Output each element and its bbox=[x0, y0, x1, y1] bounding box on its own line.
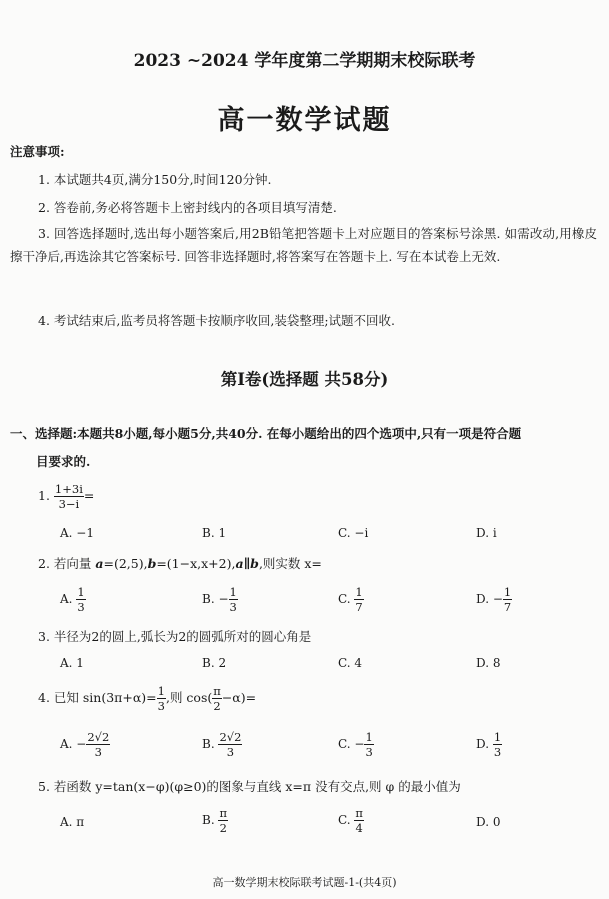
q3-option-b: B. 2 bbox=[202, 656, 227, 670]
q1-option-b: B. 1 bbox=[202, 526, 227, 540]
question-4 bbox=[38, 684, 256, 713]
q5-b-label: B. bbox=[202, 813, 215, 827]
part1-heading-cont: 目要求的. bbox=[36, 454, 91, 469]
q4-d-den: 3 bbox=[493, 745, 502, 759]
q3-option-a: A. 1 bbox=[60, 656, 84, 670]
q2-vector-b-value: =(1−x,x+2), bbox=[156, 556, 236, 571]
q1-option-c: C. −i bbox=[338, 526, 369, 540]
q1-num: 1+3i bbox=[54, 482, 83, 496]
q2-c-fraction bbox=[354, 585, 363, 614]
exam-title: 2023 ~2024 学年度第二学期期末校际联考 bbox=[133, 51, 476, 71]
q5-option-a: A. π bbox=[60, 815, 85, 829]
q2-vector-a-value: =(2,5), bbox=[103, 556, 148, 571]
q5-option-c bbox=[338, 806, 364, 835]
q5-b-den: 2 bbox=[219, 821, 227, 835]
q3-option-c: C. 4 bbox=[338, 656, 363, 670]
q2-stem-end: ,则实数 x= bbox=[258, 556, 322, 571]
notice-heading: 注意事项: bbox=[10, 144, 65, 159]
q2-vector-a: a bbox=[95, 556, 104, 571]
q4-b-label: B. bbox=[202, 737, 215, 751]
q4-b-num: 2√2 bbox=[219, 730, 242, 744]
q3-option-d: D. 8 bbox=[476, 656, 501, 670]
q4-a-label: A. − bbox=[60, 737, 87, 751]
q2-a-label: A. bbox=[60, 592, 73, 606]
q4-option-d bbox=[476, 730, 502, 759]
notice-item-1: 1. 本试题共4页,满分150分,时间120分钟. bbox=[38, 172, 272, 187]
q4-stem-c: −α)= bbox=[221, 690, 257, 705]
q1-fraction bbox=[54, 482, 84, 511]
q2-d-label: D. − bbox=[476, 592, 503, 606]
q2-a-fraction bbox=[76, 585, 85, 614]
q2-option-b bbox=[202, 585, 238, 614]
q4-stem-a: 4. 已知 sin(3π+α)= bbox=[38, 690, 157, 705]
q2-option-a bbox=[60, 585, 86, 614]
q5-b-fraction bbox=[218, 806, 228, 835]
q4-sin-num: 1 bbox=[157, 684, 165, 698]
question-5: 5. 若函数 y=tan(x−φ)(φ≥0)的图象与直线 x=π 没有交点,则 φ 的最小值为 bbox=[38, 779, 461, 794]
q4-a-fraction bbox=[86, 730, 110, 759]
q1-equals: = bbox=[83, 488, 95, 503]
q4-d-fraction bbox=[493, 730, 502, 759]
q4-a-den: 3 bbox=[94, 745, 102, 759]
q1-option-d: D. i bbox=[476, 526, 497, 540]
q4-c-num: 1 bbox=[365, 730, 373, 744]
q5-c-den: 4 bbox=[355, 821, 363, 835]
notice-item-3: 3. 回答选择题时,选出每小题答案后,用2B铅笔把答题卡上对应题目的答案标号涂黑. 如需改动,用橡皮擦干净后,再选涂其它答案标号. 回答非选择题时,将答案写在答题卡上. 写在本试卷上无效. bbox=[10, 226, 597, 264]
q4-sin-fraction bbox=[157, 684, 166, 713]
q2-d-num: 1 bbox=[503, 585, 512, 599]
q5-c-num: π bbox=[355, 806, 363, 820]
q2-parallel: a∥b bbox=[235, 556, 259, 571]
notice-item-4: 4. 考试结束后,监考员将答题卡按顺序收回,装袋整理;试题不回收. bbox=[38, 313, 396, 328]
section-title: 第Ⅰ卷(选择题 共58分) bbox=[220, 370, 389, 389]
q5-option-b bbox=[202, 806, 228, 835]
part1-heading: 一、选择题:本题共8小题,每小题5分,共40分. 在每小题给出的四个选项中,只有一项是符合题 bbox=[10, 426, 522, 441]
q1-den: 3−i bbox=[58, 497, 80, 511]
q2-stem: 2. 若向量 bbox=[38, 556, 96, 571]
q4-cos-fraction bbox=[212, 684, 222, 713]
q2-b-fraction bbox=[229, 585, 238, 614]
notice-item-2: 2. 答卷前,务必将答题卡上密封线内的各项目填写清楚. bbox=[38, 200, 337, 215]
q2-d-den: 7 bbox=[503, 600, 512, 614]
page-title: 高一数学试题 bbox=[217, 105, 392, 136]
question-1 bbox=[38, 482, 94, 511]
q4-option-a bbox=[60, 730, 110, 759]
q5-c-label: C. bbox=[338, 813, 351, 827]
q1-number: 1. bbox=[38, 488, 50, 503]
q1-option-a: A. −1 bbox=[60, 526, 94, 540]
q2-a-num: 1 bbox=[77, 585, 85, 599]
q2-a-den: 3 bbox=[77, 600, 85, 614]
q4-sin-den: 3 bbox=[157, 699, 165, 713]
q4-b-den: 3 bbox=[226, 745, 235, 759]
q4-option-b bbox=[202, 730, 242, 759]
q2-b-label: B. − bbox=[202, 592, 229, 606]
q4-cos-num: π bbox=[213, 684, 221, 698]
q2-c-label: C. bbox=[338, 592, 351, 606]
q2-option-c bbox=[338, 585, 364, 614]
q2-b-num: 1 bbox=[229, 585, 237, 599]
q4-option-c bbox=[338, 730, 374, 759]
q5-c-fraction bbox=[354, 806, 364, 835]
q2-c-den: 7 bbox=[355, 600, 363, 614]
question-3: 3. 半径为2的圆上,弧长为2的圆弧所对的圆心角是 bbox=[38, 629, 312, 644]
q5-option-d: D. 0 bbox=[476, 815, 501, 829]
q4-d-label: D. bbox=[476, 737, 490, 751]
q4-c-den: 3 bbox=[365, 745, 373, 759]
q2-c-num: 1 bbox=[355, 585, 363, 599]
q5-b-num: π bbox=[219, 806, 228, 820]
q2-vector-b: b bbox=[147, 556, 157, 571]
q4-a-num: 2√2 bbox=[87, 730, 110, 744]
q2-b-den: 3 bbox=[229, 600, 237, 614]
q4-d-num: 1 bbox=[493, 730, 502, 744]
q4-b-fraction bbox=[218, 730, 242, 759]
q4-c-fraction bbox=[364, 730, 373, 759]
question-2 bbox=[38, 554, 322, 572]
page-footer: 高一数学期末校际联考试题-1-(共4页) bbox=[212, 876, 397, 889]
q4-cos-den: 2 bbox=[213, 699, 221, 713]
q4-stem-b: ,则 cos( bbox=[165, 690, 213, 705]
q4-c-label: C. − bbox=[338, 737, 365, 751]
q2-option-d bbox=[476, 585, 512, 614]
q2-d-fraction bbox=[503, 585, 512, 614]
